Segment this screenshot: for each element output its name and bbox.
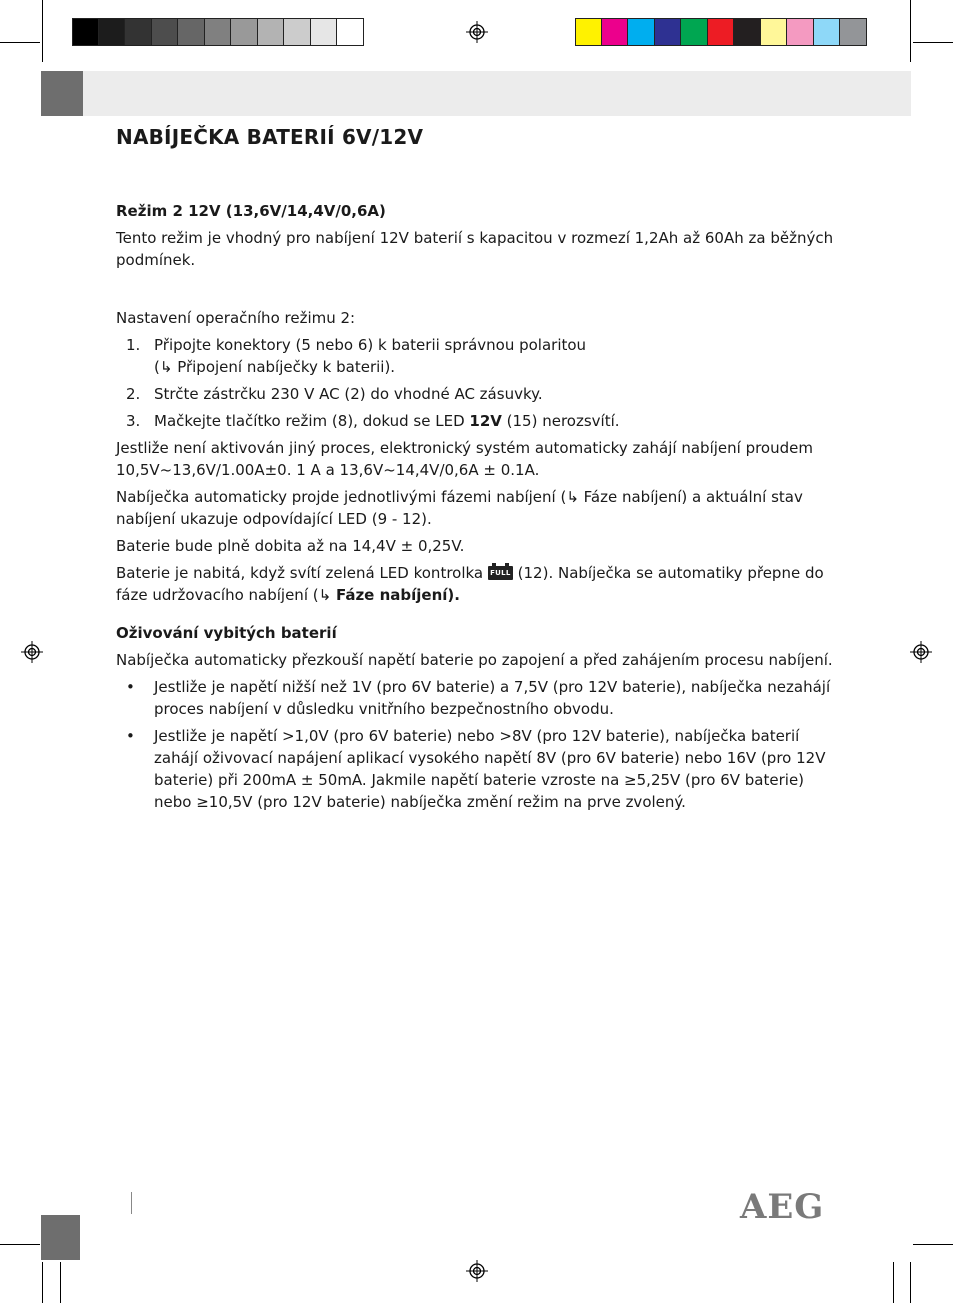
registration-mark-icon xyxy=(466,21,488,43)
list-item: 3. Mačkejte tlačítko režim (8), dokud se LED 12V (15) nerozsvítí. xyxy=(126,412,620,430)
setup-label: Nastavení operačního režimu 2: xyxy=(116,309,356,327)
grayscale-color-bar xyxy=(72,18,364,46)
color-swatch xyxy=(575,18,602,46)
crop-mark xyxy=(913,42,953,43)
registration-mark-icon xyxy=(466,1260,488,1282)
color-swatch xyxy=(125,18,152,46)
color-swatch xyxy=(72,18,99,46)
list-item: 1. Připojte konektory (5 nebo 6) k baterii správnou polaritou (↳ Připojení nabíječky k baterii). xyxy=(126,336,587,376)
list-item: • Jestliže je napětí >1,0V (pro 6V baterie) nebo >8V (pro 12V baterie), nabíječka baterií zahájí oživovací napájení aplikací vysokého napětí 8V (pro 6V baterie) nebo 16V (pro 12V baterie) při 200mA ± 50mA. Jakmile napětí baterie vzroste na ≥5,25V (pro 6V baterie) nebo ≥10,5V (pro 12V baterie) nabíječka změní režim na prve zvolený. xyxy=(126,727,826,811)
crop-mark xyxy=(42,1262,43,1303)
crop-mark xyxy=(893,1262,894,1303)
crop-mark xyxy=(0,1244,40,1245)
color-swatch xyxy=(655,18,682,46)
color-swatch xyxy=(205,18,232,46)
color-swatch xyxy=(840,18,867,46)
list-item: 2. Strčte zástrčku 230 V AC (2) do vhodné AC zásuvky. xyxy=(126,385,543,403)
paragraph: Jestliže není aktivován jiný proces, elektronický systém automaticky zahájí nabíjení proudem 10,5V~13,6V/1.00A±0. 1 A a 13,6V~14,4V/0,6A ± 0.1A. xyxy=(116,439,813,479)
color-swatch xyxy=(787,18,814,46)
color-swatch xyxy=(258,18,285,46)
paragraph: Tento režim je vhodný pro nabíjení 12V baterií s kapacitou v rozmezí 1,2Ah až 60Ah za běžných podmínek. xyxy=(116,229,834,269)
color-swatch xyxy=(337,18,364,46)
paragraph: Baterie je nabitá, když svítí zelená LED kontrolka FULL (12). Nabíječka se automatiky přepne do fáze udržovacího nabíjení (↳ Fáze nabíjení). xyxy=(116,564,824,604)
color-swatch xyxy=(284,18,311,46)
brand-logo: AEG xyxy=(740,1187,825,1227)
page-title: NABÍJEČKA BATERIÍ 6V/12V xyxy=(116,125,424,149)
color-swatch xyxy=(152,18,179,46)
paragraph: Nabíječka automaticky projde jednotlivými fázemi nabíjení (↳ Fáze nabíjení) a aktuální stav nabíjení ukazuje odpovídající LED (9 - 12). xyxy=(116,488,803,528)
page-content xyxy=(116,200,841,818)
crop-mark xyxy=(60,1262,61,1303)
color-swatch xyxy=(99,18,126,46)
color-swatch xyxy=(628,18,655,46)
process-color-bar xyxy=(575,18,867,46)
color-swatch xyxy=(708,18,735,46)
crop-mark xyxy=(0,42,40,43)
bullet-list xyxy=(116,676,841,813)
footer-tab xyxy=(41,1215,80,1260)
battery-full-icon: FULL xyxy=(488,563,513,580)
section-heading: Režim 2 12V (13,6V/14,4V/0,6A) xyxy=(116,202,386,220)
crop-mark xyxy=(42,0,43,62)
crop-mark xyxy=(913,1244,953,1245)
color-swatch xyxy=(231,18,258,46)
paragraph: Baterie bude plně dobita až na 14,4V ± 0,25V. xyxy=(116,537,465,555)
color-swatch xyxy=(602,18,629,46)
list-item: • Jestliže je napětí nižší než 1V (pro 6V baterie) a 7,5V (pro 12V baterie), nabíječka nezahájí proces nabíjení v důsledku vnitřního bezpečnostního obvodu. xyxy=(126,678,831,718)
crop-mark xyxy=(910,1262,911,1303)
paragraph: Nabíječka automaticky přezkouší napětí baterie po zapojení a před zahájením procesu nabíjení. xyxy=(116,651,833,669)
color-swatch xyxy=(681,18,708,46)
color-swatch xyxy=(311,18,338,46)
header-band xyxy=(41,71,911,116)
section-heading: Oživování vybitých baterií xyxy=(116,624,337,642)
crop-mark xyxy=(910,0,911,62)
color-swatch xyxy=(761,18,788,46)
registration-mark-icon xyxy=(910,641,932,663)
registration-mark-icon xyxy=(21,641,43,663)
color-swatch xyxy=(814,18,841,46)
header-tab xyxy=(41,71,83,116)
steps-list xyxy=(116,334,841,432)
color-swatch xyxy=(734,18,761,46)
footer-divider xyxy=(131,1192,132,1214)
color-swatch xyxy=(178,18,205,46)
